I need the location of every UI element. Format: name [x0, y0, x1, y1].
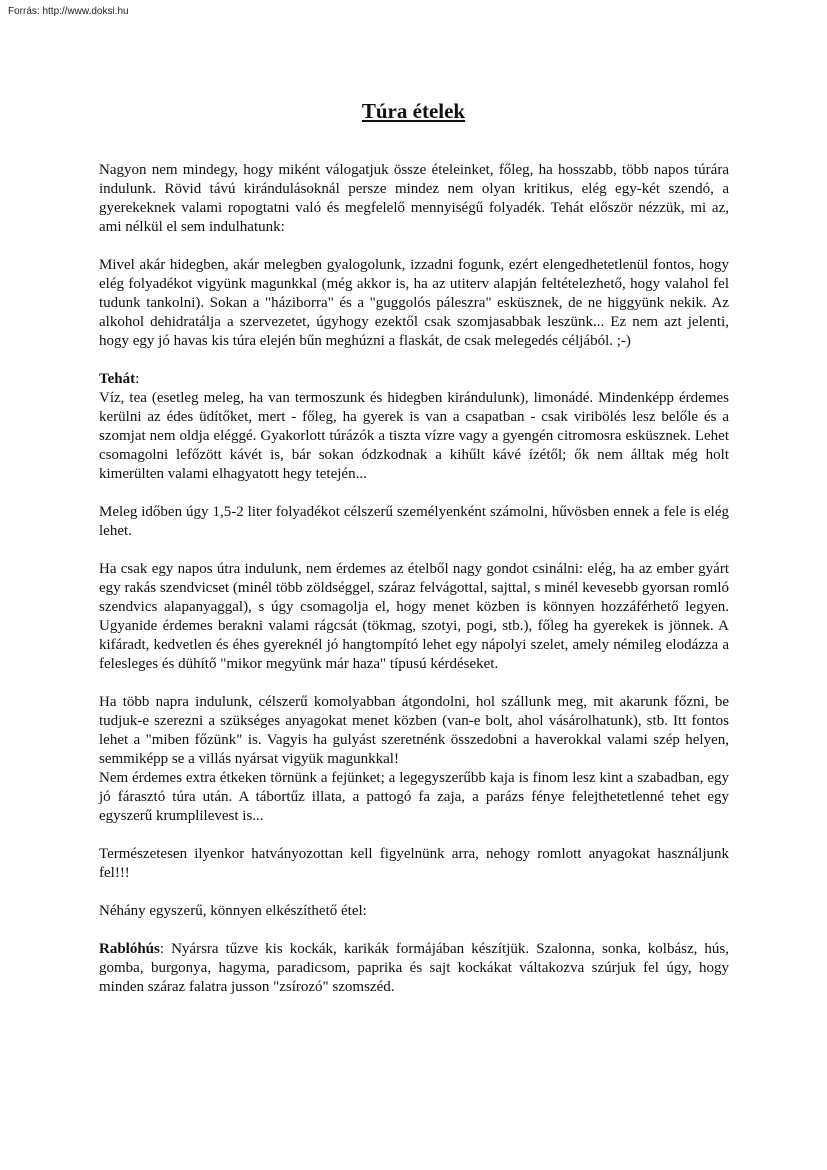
rablohus-text: : Nyársra tűzve kis kockák, karikák formájában készítjük. Szalonna, sonka, kolbász, hús, gomba, burgonya, hagyma, paradicsom, paprika és sajt kockákat váltakozva szúrjuk fel úgy, hogy minden száraz falatra jusson "zsírozó" szomszéd. — [99, 941, 729, 995]
paragraph-multi-day: Ha több napra indulunk, célszerű komolyabban átgondolni, hol szállunk meg, mit akarunk főzni, be tudjuk-e szerezni a szükséges anyagokat menet közben (van-e bolt, ahol vásárolhatunk), stb. Itt fontos lehet a "miben főzünk" is. Vagyis ha gulyást szeretnénk összedobni a haverokkal valami szép helyen, semmiképp se a villás nyársat vigyük magunkkal! — [99, 694, 729, 767]
paragraph-drinks: Víz, tea (esetleg meleg, ha van termoszunk és hidegben kirándulunk), limonádé. Mindenképp érdemes kerülni az édes üdítőket, mert - főleg, ha gyerek is van a csapatban - csak viribölés lesz belőle és a szomjat nem oldja eléggé. Gyakorlott túrázók a tiszta vízre vagy a gyengén citromosra esküsznek. Lehet csomagolni lefőzött kávét is, bár sokan ódzkodnak a kihűlt kávé ízétől; ők nem álltak még holt kimerülten valami elhagyatott hegy tetején... — [99, 390, 729, 482]
document-body — [99, 161, 729, 1016]
tehat-heading — [99, 370, 729, 389]
page-title: Túra ételek — [361, 99, 466, 123]
paragraph-simple-food: Nem érdemes extra étkeken törnünk a fejünket; a legegyszerűbb kaja is finom lesz kint a szabadban, egy jó fárasztó túra után. A tábortűz illata, a pattogó fa zaja, a parázs fénye felejthetetlenné tehet egy egyszerű krumplilevest is... — [99, 770, 729, 824]
paragraph-one-day: Ha csak egy napos útra indulunk, nem érdemes az ételből nagy gondot csinálni: elég, ha az ember gyárt egy rakás szendvicset (minél több zöldséggel, száraz felvágottal, sajttal, s minél kevesebb gyorsan romló szendvics alapanyaggal), s úgy csomagolja el, hogy menet közben is könnyen hozzáférhető legyen. Ugyanide érdemes berakni valami rágcsát (tökmag, szotyi, pogi, stb.), főleg ha gyerekek is jönnek. A kifáradt, kedvetlen és éhes gyereknél jó hangtompító lehet egy nápolyi szelet, amely némileg elodázza a felesleges és dühítő "mikor megyünk már haza" típusú kérdéseket. — [99, 561, 729, 672]
paragraph-amount: Meleg időben úgy 1,5-2 liter folyadékot célszerű személyenként számolni, hűvösben ennek a fele is elég lehet. — [99, 504, 729, 539]
paragraph-fluids: Mivel akár hidegben, akár melegben gyalogolunk, izzadni fogunk, ezért elengedhetetlenül fontos, hogy elég folyadékot vigyünk magunkkal (még akkor is, ha az utiterv alapján feltételezhető, hogy valahol fel tudunk tankolni). Sokan a "háziborra" és a "guggolós páleszra" esküsznek, de ne higgyünk nekik. Az alkohol dehidratálja a szervezetet, úgyhogy ezektől csak szomjasabbak leszünk... Ez nem azt jelenti, hogy egy jó havas kis túra elején bűn meghúzni a flaskát, de csak melegedés céljából. ;-) — [99, 257, 729, 349]
rablohus-label: Rablóhús — [99, 941, 160, 957]
paragraph-warning: Természetesen ilyenkor hatványozottan kell figyelnünk arra, nehogy romlott anyagokat használjunk fel!!! — [99, 846, 729, 881]
paragraph-list-intro: Néhány egyszerű, könnyen elkészíthető étel: — [99, 903, 367, 919]
tehat-colon: : — [135, 371, 140, 387]
tehat-label: Tehát — [99, 371, 136, 387]
paragraph-rablohus — [99, 940, 729, 997]
source-url: Forrás: http://www.doksi.hu — [8, 6, 129, 17]
paragraph-intro: Nagyon nem mindegy, hogy miként válogatjuk össze ételeinket, főleg, ha hosszabb, több napos túrára indulunk. Rövid távú kirándulásoknál persze mindez nem olyan kritikus, elég egy-két szendó, a gyerekeknek valami ropogtatni való és megfelelő mennyiségű folyadék. Tehát először nézzük, mi az, ami nélkül el sem indulhatunk: — [99, 162, 729, 235]
